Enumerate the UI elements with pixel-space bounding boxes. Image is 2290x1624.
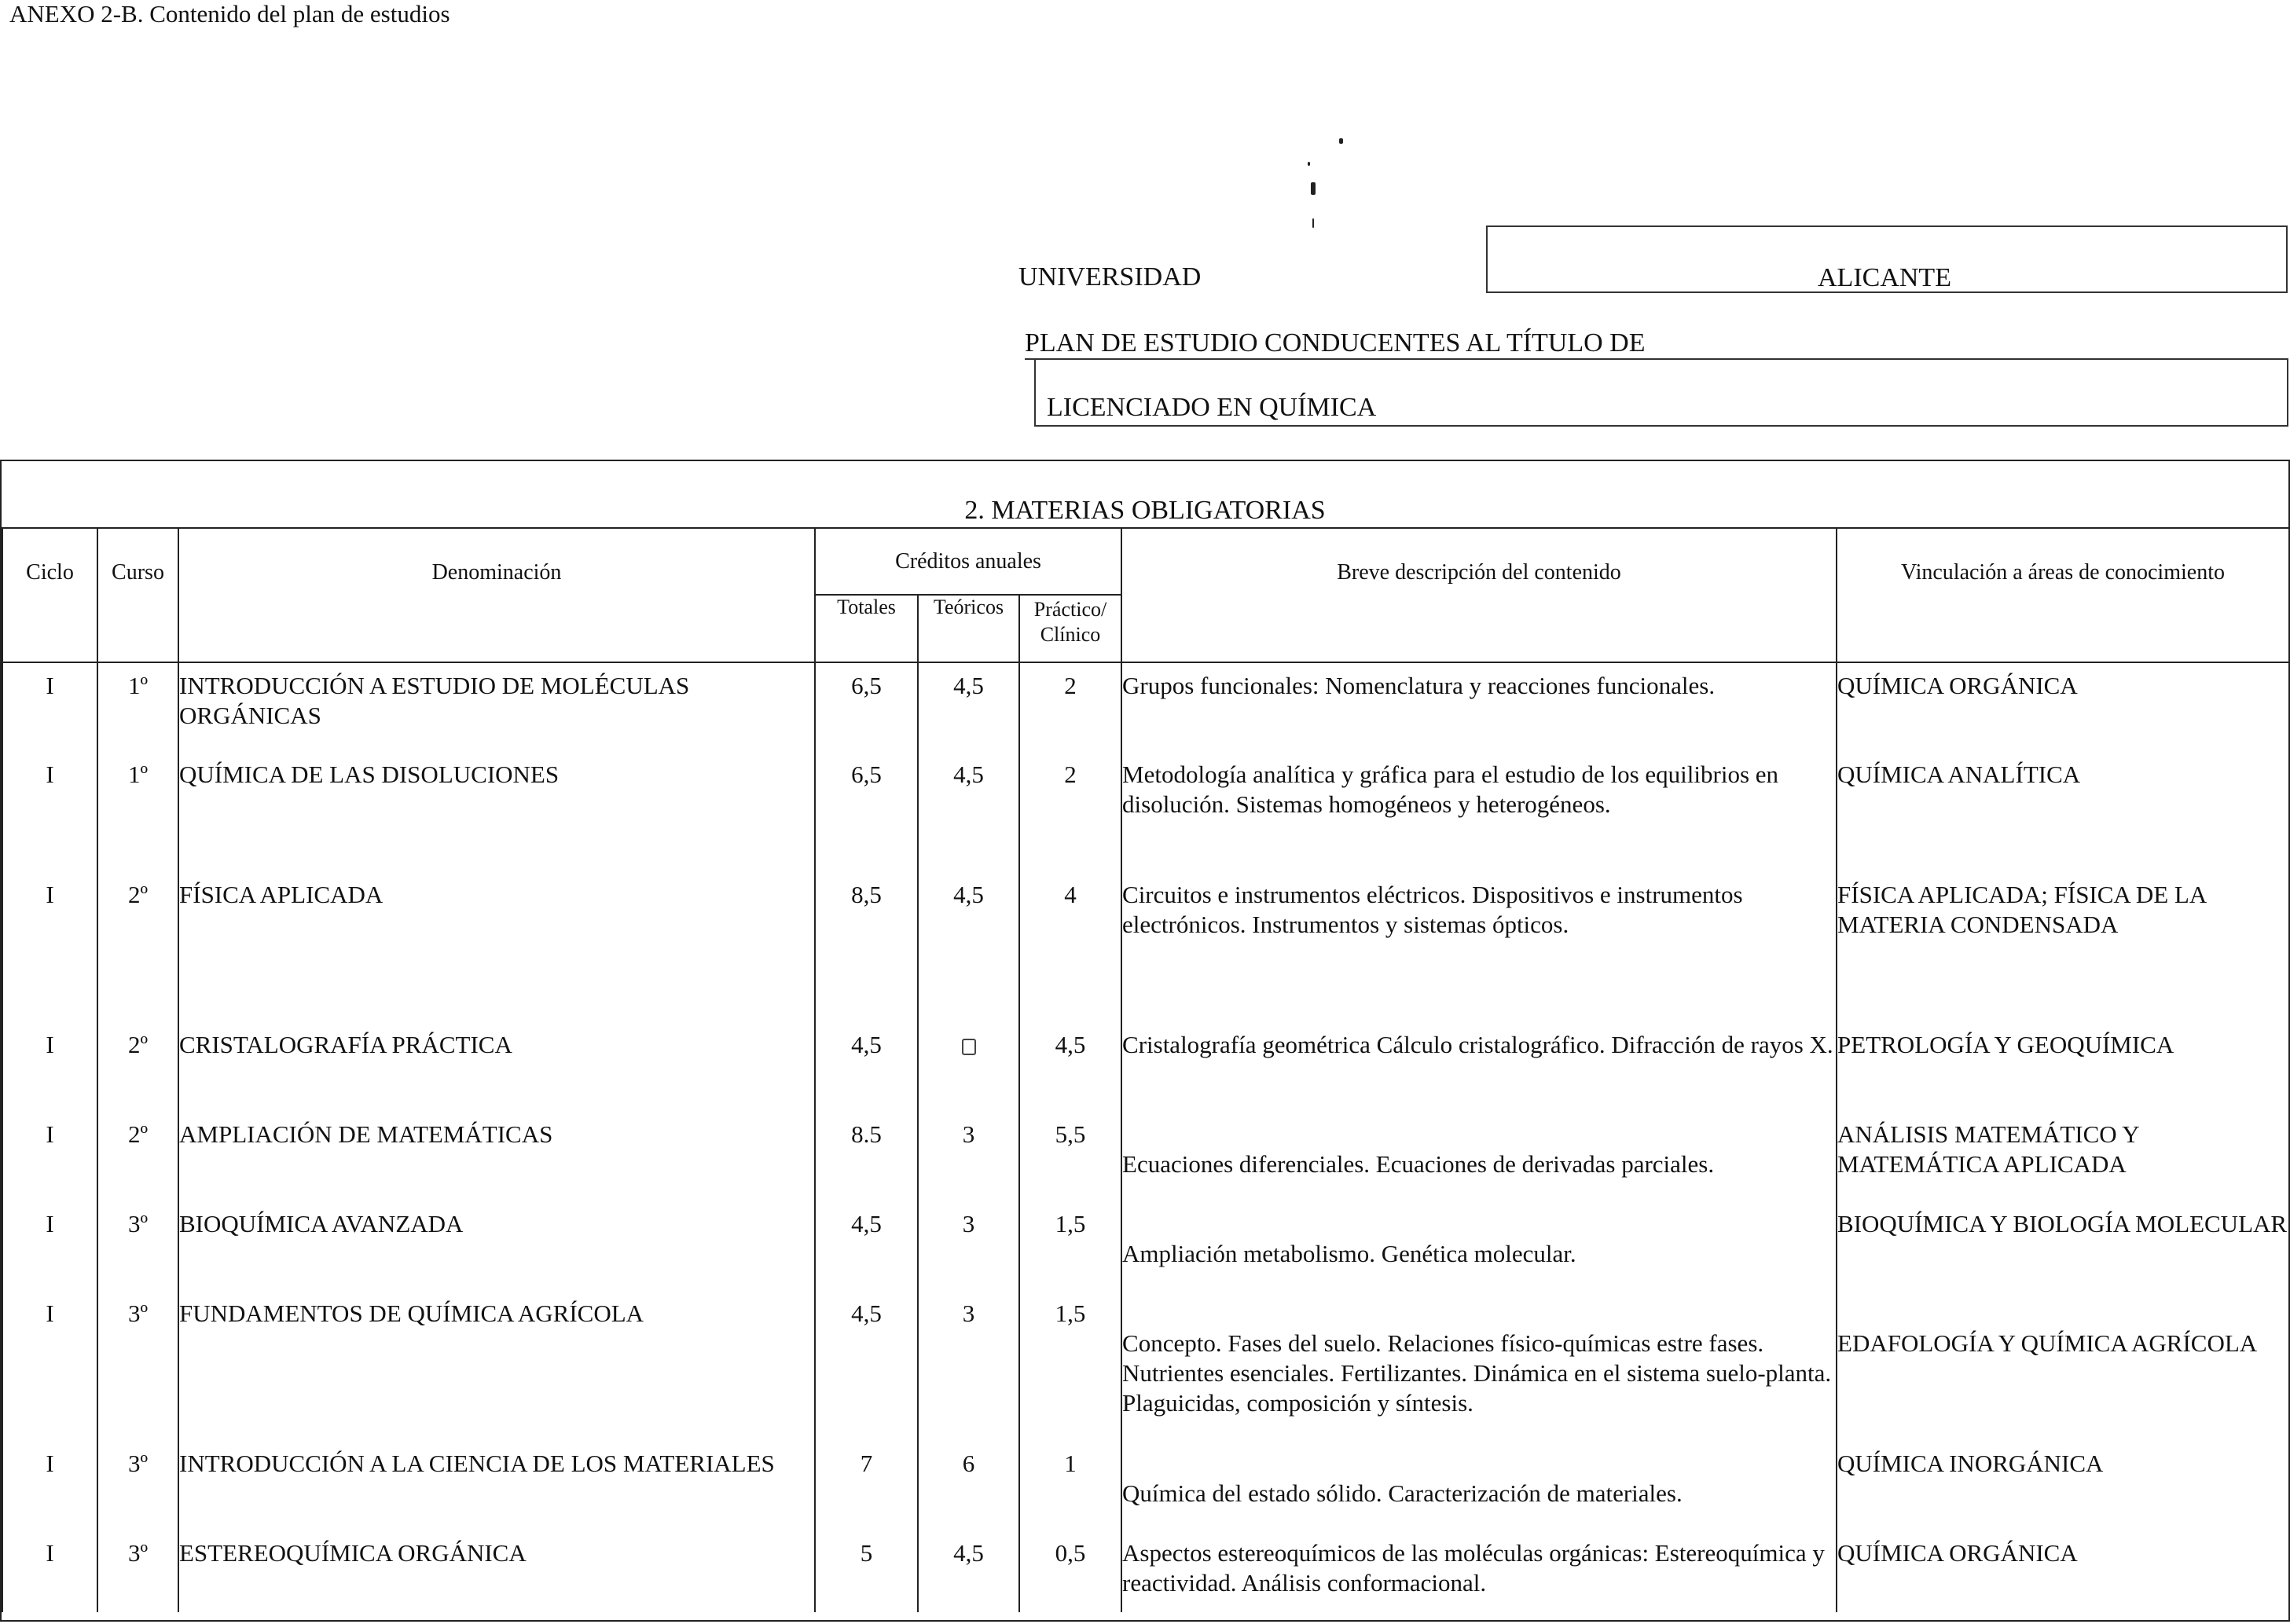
cell-curso: 3º xyxy=(127,1300,149,1327)
cell-denominacion: AMPLIACIÓN DE MATEMÁTICAS xyxy=(179,1120,553,1148)
table-row xyxy=(2,1112,2289,1201)
cell-descripcion: Cristalografía geométrica Cálculo cristalográfico. Difracción de rayos X. xyxy=(1122,1031,1833,1058)
cell-curso: 1º xyxy=(127,672,149,699)
cell-descripcion: Aspectos estereoquímicos de las moléculas orgánicas: Estereoquímica y reactividad. Análisis conformacional. xyxy=(1122,1539,1825,1597)
section-title: 2. MATERIAS OBLIGATORIAS xyxy=(964,496,1326,525)
cell-vinculacion: FÍSICA APLICADA; FÍSICA DE LA MATERIA CONDENSADA xyxy=(1837,881,2206,938)
cell-vinculacion: QUÍMICA ANALÍTICA xyxy=(1837,761,2081,788)
cell-curso: 3º xyxy=(127,1210,149,1237)
cell-teoricos: 3 xyxy=(962,1120,975,1148)
cell-denominacion: INTRODUCCIÓN A ESTUDIO DE MOLÉCULAS ORGÁNICAS xyxy=(179,672,690,729)
cell-descripcion: Ecuaciones diferenciales. Ecuaciones de derivadas parciales. xyxy=(1122,1150,1715,1178)
cell-ciclo: I xyxy=(46,881,54,908)
cell-teoricos: 4,5 xyxy=(953,881,984,908)
cell-teoricos: 6 xyxy=(962,1450,975,1477)
col-descripcion: Breve descripción del contenido xyxy=(1121,529,1837,662)
cell-totales: 8.5 xyxy=(851,1120,882,1148)
cell-teoricos: 4,5 xyxy=(953,672,984,699)
cell-descripcion: Grupos funcionales: Nomenclatura y reacciones funcionales. xyxy=(1122,672,1716,699)
cell-practico: 1,5 xyxy=(1055,1300,1086,1327)
cell-practico: 5,5 xyxy=(1055,1120,1086,1148)
cell-denominacion: INTRODUCCIÓN A LA CIENCIA DE LOS MATERIALES xyxy=(179,1450,775,1477)
cell-ciclo: I xyxy=(46,1300,54,1327)
cell-totales: 6,5 xyxy=(851,761,882,788)
cell-teoricos: 3 xyxy=(962,1300,975,1327)
table-row xyxy=(2,1022,2289,1112)
cell-practico: 4,5 xyxy=(1055,1031,1086,1058)
cell-vinculacion: PETROLOGÍA Y GEOQUÍMICA xyxy=(1837,1031,2174,1058)
scan-speck xyxy=(1339,138,1343,144)
scan-speck xyxy=(1312,218,1314,228)
cell-vinculacion: ANÁLISIS MATEMÁTICO Y MATEMÁTICA APLICADA xyxy=(1837,1120,2139,1178)
cell-totales: 4,5 xyxy=(851,1031,882,1058)
cell-teoricos: 3 xyxy=(962,1210,975,1237)
annex-title: ANEXO 2-B. Contenido del plan de estudios xyxy=(9,0,450,27)
cell-denominacion: BIOQUÍMICA AVANZADA xyxy=(179,1210,464,1237)
cell-descripcion: Circuitos e instrumentos eléctricos. Dispositivos e instrumentos electrónicos. Instrumentos y sistemas ópticos. xyxy=(1122,881,1743,938)
cell-totales: 4,5 xyxy=(851,1300,882,1327)
cell-ciclo: I xyxy=(46,1120,54,1148)
cell-curso: 1º xyxy=(127,761,149,788)
cell-descripcion: Ampliación metabolismo. Genética molecular. xyxy=(1122,1240,1576,1267)
section-header xyxy=(2,461,2288,529)
titulo-value: LICENCIADO EN QUÍMICA xyxy=(1047,393,1377,422)
cell-denominacion: ESTEREOQUÍMICA ORGÁNICA xyxy=(179,1539,527,1567)
cell-totales: 8,5 xyxy=(851,881,882,908)
cell-practico: 4 xyxy=(1064,881,1077,908)
col-creditos: Créditos anuales xyxy=(815,529,1121,595)
col-vinculacion: Vinculación a áreas de conocimiento xyxy=(1837,529,2289,662)
scan-speck xyxy=(1308,162,1310,166)
col-denominacion: Denominación xyxy=(178,529,815,662)
cell-ciclo: I xyxy=(46,672,54,699)
cell-ciclo: I xyxy=(46,1539,54,1567)
cell-practico: 1,5 xyxy=(1055,1210,1086,1237)
cell-vinculacion: QUÍMICA INORGÁNICA xyxy=(1837,1450,2104,1477)
cell-totales: 6,5 xyxy=(851,672,882,699)
cell-denominacion: CRISTALOGRAFÍA PRÁCTICA xyxy=(179,1031,512,1058)
table-row xyxy=(2,1531,2289,1612)
universidad-value: ALICANTE xyxy=(1818,263,1951,292)
materias-table xyxy=(0,460,2290,1622)
table-row xyxy=(2,1201,2289,1291)
cell-curso: 3º xyxy=(127,1450,149,1477)
col-teoricos: Teóricos xyxy=(918,595,1019,662)
cell-vinculacion: QUÍMICA ORGÁNICA xyxy=(1837,672,2078,699)
empty-value-box xyxy=(962,1039,976,1055)
cell-practico: 0,5 xyxy=(1055,1539,1086,1567)
cell-totales: 7 xyxy=(860,1450,873,1477)
col-curso: Curso xyxy=(97,529,178,662)
cell-practico: 2 xyxy=(1064,672,1077,699)
cell-curso: 3º xyxy=(127,1539,149,1567)
cell-vinculacion: EDAFOLOGÍA Y QUÍMICA AGRÍCOLA xyxy=(1837,1329,2258,1357)
table-row xyxy=(2,662,2289,752)
table-row xyxy=(2,1291,2289,1441)
cell-denominacion: FUNDAMENTOS DE QUÍMICA AGRÍCOLA xyxy=(179,1300,644,1327)
plan-label: PLAN DE ESTUDIO CONDUCENTES AL TÍTULO DE xyxy=(1025,328,1646,357)
cell-teoricos: 4,5 xyxy=(953,761,984,788)
table-row xyxy=(2,1441,2289,1531)
cell-practico: 1 xyxy=(1064,1450,1077,1477)
cell-curso: 2º xyxy=(127,881,149,908)
table-row xyxy=(2,872,2289,1022)
cell-vinculacion: BIOQUÍMICA Y BIOLOGÍA MOLECULAR xyxy=(1837,1210,2288,1237)
cell-practico: 2 xyxy=(1064,761,1077,788)
universidad-box xyxy=(1486,225,2288,293)
universidad-label: UNIVERSIDAD xyxy=(1018,262,1202,291)
cell-vinculacion: QUÍMICA ORGÁNICA xyxy=(1837,1539,2078,1567)
cell-descripcion: Metodología analítica y gráfica para el estudio de los equilibrios en disolución. Sistemas homogéneos y heterogéneos. xyxy=(1122,761,1779,818)
cell-totales: 4,5 xyxy=(851,1210,882,1237)
cell-descripcion: Concepto. Fases del suelo. Relaciones físico-químicas estre fases. Nutrientes esenciales. Fertilizantes. Dinámica en el sistema suelo-planta. Plaguicidas, composición y síntesis. xyxy=(1122,1329,1832,1417)
cell-ciclo: I xyxy=(46,1031,54,1058)
col-totales: Totales xyxy=(815,595,918,662)
table-row xyxy=(2,752,2289,872)
cell-denominacion: QUÍMICA DE LAS DISOLUCIONES xyxy=(179,761,560,788)
materias-grid xyxy=(2,529,2290,1612)
cell-ciclo: I xyxy=(46,1450,54,1477)
titulo-box xyxy=(1034,358,2288,427)
cell-denominacion: FÍSICA APLICADA xyxy=(179,881,384,908)
cell-ciclo: I xyxy=(46,761,54,788)
col-ciclo: Ciclo xyxy=(2,529,97,662)
cell-teoricos xyxy=(919,1022,1018,1060)
col-practico: Práctico/ Clínico xyxy=(1019,595,1121,662)
cell-curso: 2º xyxy=(127,1120,149,1148)
cell-totales: 5 xyxy=(860,1539,873,1567)
cell-ciclo: I xyxy=(46,1210,54,1237)
cell-teoricos: 4,5 xyxy=(953,1539,984,1567)
cell-curso: 2º xyxy=(127,1031,149,1058)
scan-speck xyxy=(1311,182,1316,195)
cell-descripcion: Química del estado sólido. Caracterización de materiales. xyxy=(1122,1479,1683,1507)
